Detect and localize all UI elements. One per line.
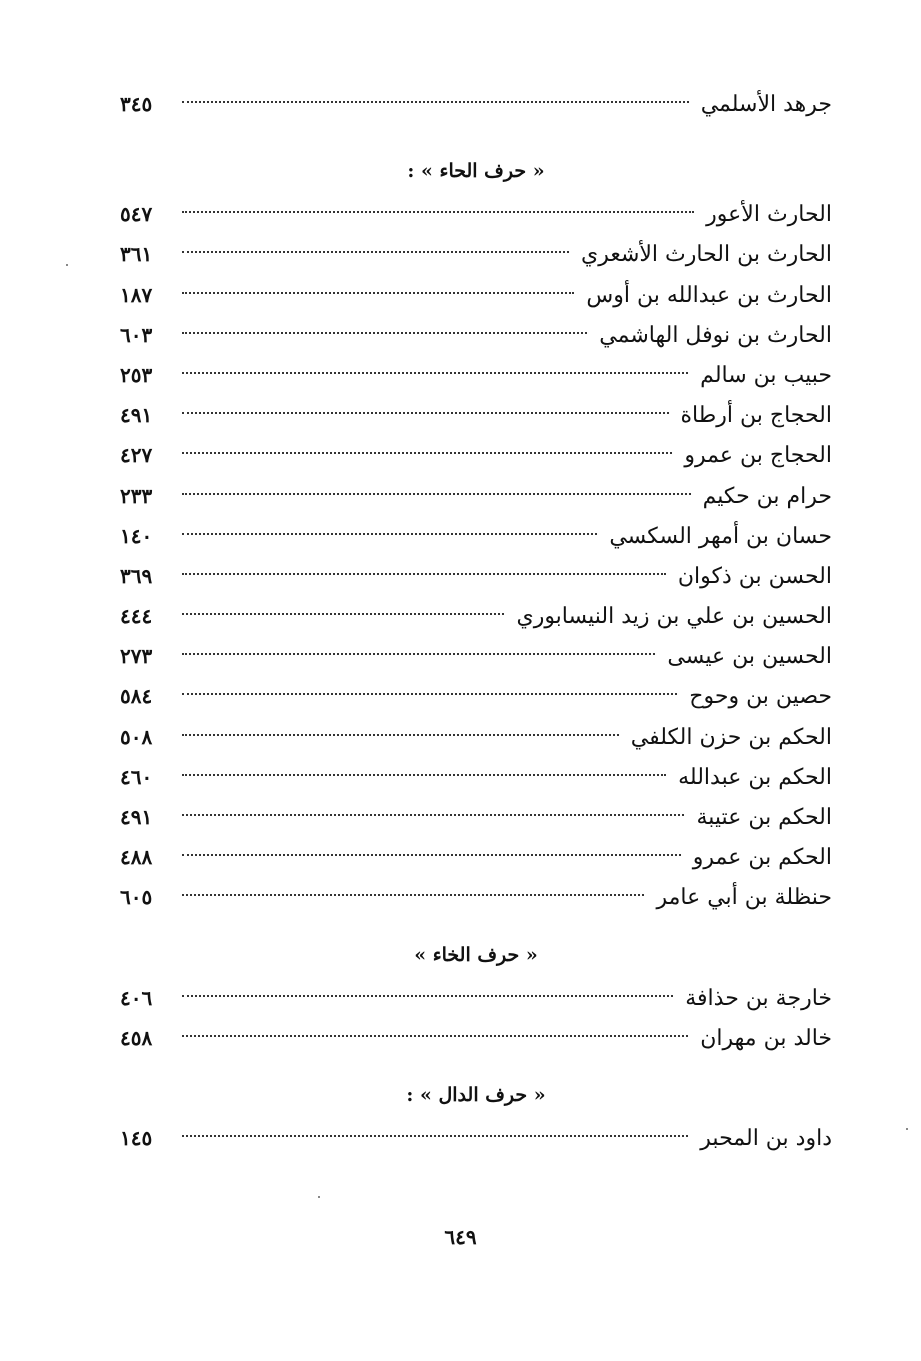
entry-name: الحارث بن عبدالله بن أوس — [586, 282, 832, 308]
dot-leader — [182, 774, 666, 776]
index-section — [120, 92, 832, 142]
dot-leader — [182, 573, 666, 575]
index-entry — [120, 524, 832, 564]
entry-page-number: ٤٨٨ — [120, 845, 153, 870]
entry-page-number: ٥٠٨ — [120, 724, 153, 749]
dot-leader — [182, 452, 672, 454]
entry-name: حصين بن وحوح — [689, 684, 832, 710]
entry-name: الحسين بن علي بن زيد النيسابوري — [516, 604, 832, 630]
entry-page-number: ٢٣٣ — [120, 483, 153, 508]
entry-page-number: ٤٥٨ — [120, 1025, 153, 1050]
index-section — [120, 932, 832, 1066]
dot-leader — [182, 613, 504, 615]
entry-page-number: ٢٥٣ — [120, 362, 153, 387]
index-entry — [120, 484, 832, 524]
index-entry — [120, 283, 832, 323]
dot-leader — [182, 1135, 688, 1137]
entry-name: الحجاج بن أرطاة — [680, 403, 832, 429]
dot-leader — [182, 995, 673, 997]
section-heading: « حرف الخاء » — [414, 943, 538, 966]
dot-leader — [182, 412, 669, 414]
entry-name: الحكم بن حزن الكلفي — [630, 724, 832, 750]
spacer — [120, 132, 832, 142]
entry-page-number: ٤٦٠ — [120, 764, 153, 789]
index-entry — [120, 403, 832, 443]
entry-page-number: ٢٧٣ — [120, 644, 153, 669]
dot-leader — [182, 211, 694, 213]
dot-leader — [182, 653, 655, 655]
dot-leader — [182, 693, 677, 695]
index-entry — [120, 986, 832, 1026]
entry-name: داود بن المحبر — [700, 1125, 832, 1151]
entry-page-number: ٥٨٤ — [120, 684, 153, 709]
dot-leader — [182, 101, 689, 103]
dot-leader — [182, 533, 597, 535]
index-section — [120, 148, 832, 925]
section-heading: « حرف الحاء » : — [407, 160, 545, 183]
entry-name: الحسين بن عيسى — [667, 644, 832, 670]
entry-name: الحكم بن عتيبة — [696, 805, 832, 830]
entry-page-number: ٤٠٦ — [120, 985, 153, 1010]
entry-page-number: ٣٦٩ — [120, 563, 153, 588]
entry-name: الحكم بن عبدالله — [678, 764, 832, 790]
entry-name: حرام بن حكيم — [702, 483, 832, 509]
entry-name: الحارث الأعور — [706, 202, 832, 228]
dot-leader — [182, 734, 619, 736]
index-entry — [120, 684, 832, 724]
scan-mark — [66, 264, 68, 266]
dot-leader — [182, 493, 691, 495]
dot-leader — [182, 894, 644, 896]
dot-leader — [182, 251, 569, 253]
entry-name: الحارث بن نوفل الهاشمي — [599, 322, 832, 348]
entry-name: خارجة بن حذافة — [685, 985, 832, 1011]
index-entry — [120, 845, 832, 885]
dot-leader — [182, 814, 684, 816]
scan-mark — [906, 1128, 908, 1130]
entry-page-number: ٤٩١ — [120, 403, 153, 428]
index-page — [120, 92, 832, 1166]
index-entry — [120, 644, 832, 684]
entry-name: جرهد الأسلمي — [700, 92, 832, 117]
entry-page-number: ٤٢٧ — [120, 443, 153, 468]
dot-leader — [182, 292, 574, 294]
entry-page-number: ١٤٠ — [120, 523, 153, 548]
entry-name: خالد بن مهران — [700, 1025, 832, 1051]
index-entry — [120, 323, 832, 363]
index-entry — [120, 765, 832, 805]
entry-page-number: ٦٠٣ — [120, 322, 153, 347]
index-entry — [120, 202, 832, 242]
dot-leader — [182, 372, 688, 374]
entry-name: الحجاج بن عمرو — [684, 443, 832, 469]
index-entry — [120, 604, 832, 644]
index-entry — [120, 92, 832, 132]
dot-leader — [182, 332, 587, 334]
dot-leader — [182, 854, 681, 856]
index-entry — [120, 805, 832, 845]
index-entry — [120, 564, 832, 604]
entry-name: الحسن بن ذكوان — [677, 563, 832, 589]
index-entry — [120, 363, 832, 403]
entry-page-number: ٤٤٤ — [120, 604, 153, 629]
scan-mark — [318, 1196, 320, 1198]
entry-name: حنظلة بن أبي عامر — [656, 885, 832, 911]
index-entry — [120, 242, 832, 282]
section-heading: « حرف الدال » : — [406, 1083, 546, 1106]
index-entry — [120, 885, 832, 925]
index-entry — [120, 443, 832, 483]
entry-page-number: ٤٩١ — [120, 805, 153, 829]
entry-name: الحكم بن عمرو — [692, 845, 832, 871]
entry-page-number: ١٤٥ — [120, 1125, 153, 1150]
dot-leader — [182, 1035, 688, 1037]
index-entry — [120, 1026, 832, 1066]
entry-page-number: ٥٤٧ — [120, 202, 153, 227]
entry-page-number: ٦٠٥ — [120, 885, 153, 910]
index-entry — [120, 1126, 832, 1166]
entry-page-number: ١٨٧ — [120, 282, 153, 307]
entry-name: حبيب بن سالم — [700, 362, 832, 388]
index-entry — [120, 725, 832, 765]
page-number: ٦٤٩ — [444, 1225, 477, 1249]
entry-name: حسان بن أمهر السكسي — [609, 523, 832, 549]
index-section — [120, 1072, 832, 1166]
entry-name: الحارث بن الحارث الأشعري — [580, 242, 832, 268]
entry-page-number: ٣٤٥ — [120, 92, 153, 116]
entry-page-number: ٣٦١ — [120, 242, 153, 267]
